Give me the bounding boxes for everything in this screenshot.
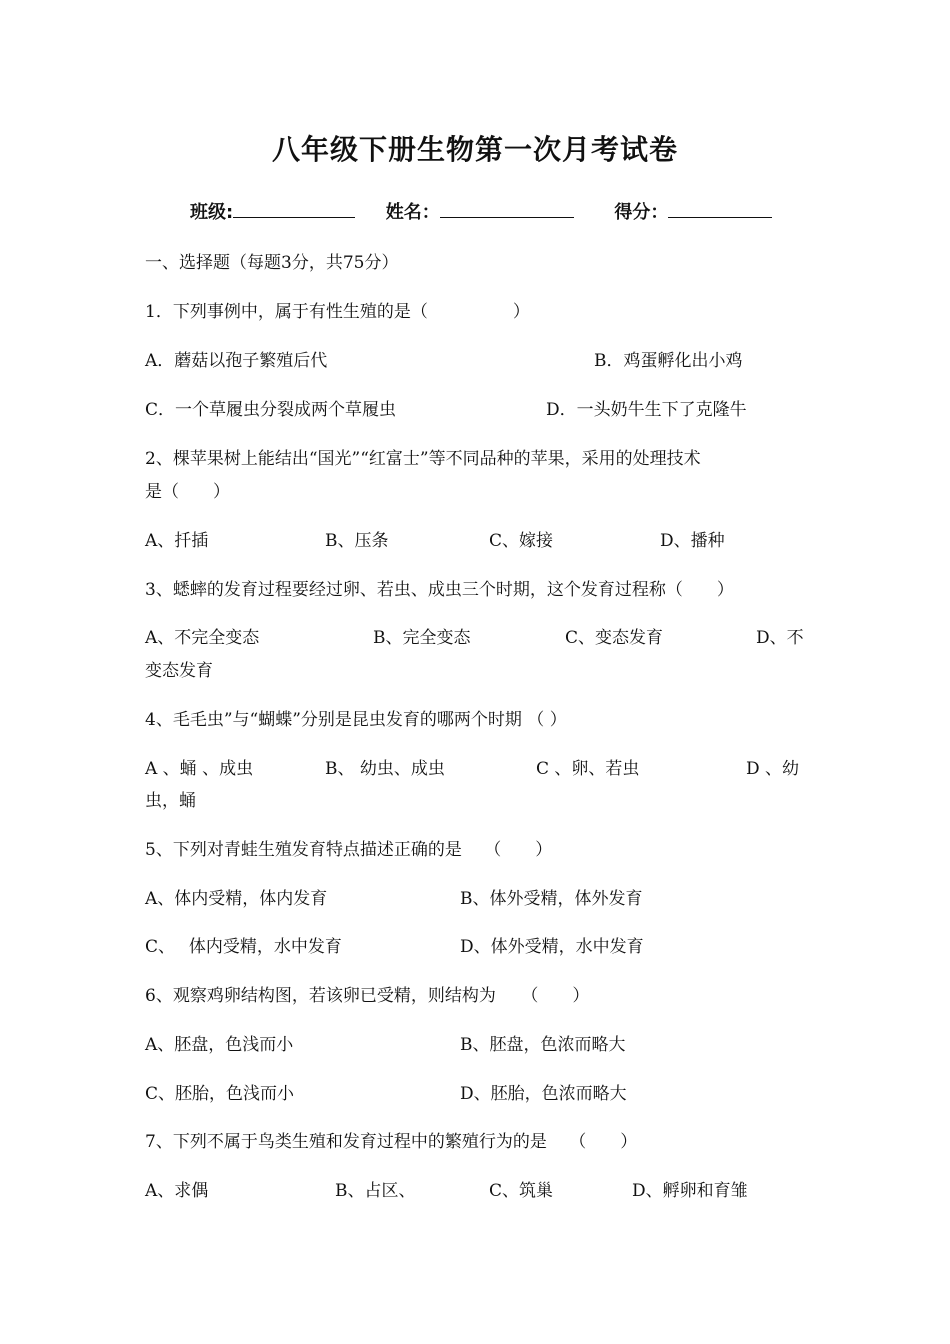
q2-option-d: D、播种	[660, 531, 725, 551]
q7-option-a: A、求偶	[145, 1181, 209, 1201]
q5-option-d: D、体外受精，水中发育	[460, 937, 644, 957]
q5-option-a: A、体内受精，体内发育	[145, 889, 328, 909]
question-6-stem: 6、观察鸡卵结构图，若该卵已受精，则结构为 （ ）	[145, 986, 590, 1006]
q1-option-c: C．一个草履虫分裂成两个草履虫	[145, 400, 397, 420]
q3-option-a: A、不完全变态	[145, 628, 260, 648]
question-2-stem: 2、棵苹果树上能结出“国光”“红富士”等不同品种的苹果，采用的处理技术	[145, 449, 701, 469]
q3-option-d-cont: 变态发育	[145, 661, 213, 681]
q3-option-b: B、完全变态	[373, 628, 471, 648]
q4-option-a: A 、蛹 、成虫	[145, 759, 254, 779]
q4-option-c: C 、卵、若虫	[536, 759, 640, 779]
q4-option-b: B、 幼虫、成虫	[325, 759, 445, 779]
q6-option-b: B、胚盘，色浓而略大	[460, 1035, 626, 1055]
q2-option-b: B、压条	[325, 531, 389, 551]
score-blank[interactable]	[668, 199, 772, 218]
name-label: 姓名：	[385, 202, 440, 223]
q7-option-b: B、占区、	[335, 1181, 416, 1201]
class-blank[interactable]	[233, 199, 355, 218]
q3-option-c: C、变态发育	[565, 628, 664, 648]
student-info-row	[190, 198, 772, 224]
question-5-stem: 5、下列对青蛙生殖发育特点描述正确的是 （ ）	[145, 840, 553, 860]
question-2-stem-cont: 是（ ）	[145, 482, 230, 502]
class-label: 班级:	[190, 202, 234, 223]
section-heading: 一、选择题（每题3分，共75分）	[145, 253, 399, 273]
q7-option-d: D、孵卵和育雏	[632, 1181, 748, 1201]
q6-option-c: C、胚胎，色浅而小	[145, 1084, 295, 1104]
question-4-stem: 4、毛毛虫”与“蝴蝶”分别是昆虫发育的哪两个时期 （ ）	[145, 710, 567, 730]
q1-option-b: B．鸡蛋孵化出小鸡	[594, 351, 743, 371]
q1-option-a: A．蘑菇以孢子繁殖后代	[145, 351, 328, 371]
q5-option-c: C、 体内受精，水中发育	[145, 937, 342, 957]
question-1-stem: 1．下列事例中，属于有性生殖的是（ ）	[145, 302, 530, 322]
q5-option-b: B、体外受精，体外发育	[460, 889, 643, 909]
q6-option-d: D、胚胎，色浓而略大	[460, 1084, 627, 1104]
page-title: 八年级下册生物第一次月考试卷	[271, 133, 678, 166]
q3-option-d: D、不	[756, 628, 804, 648]
name-blank[interactable]	[440, 199, 574, 218]
q6-option-a: A、胚盘，色浅而小	[145, 1035, 294, 1055]
q7-option-c: C、筑巢	[489, 1181, 554, 1201]
question-7-stem: 7、下列不属于鸟类生殖和发育过程中的繁殖行为的是 （ ）	[145, 1132, 638, 1152]
q1-option-d: D．一头奶牛生下了克隆牛	[546, 400, 747, 420]
score-label: 得分：	[614, 202, 669, 223]
q2-option-a: A、扦插	[145, 531, 209, 551]
q4-option-d-cont: 虫，蛹	[145, 791, 196, 811]
q4-option-d: D 、幼	[746, 759, 800, 779]
q2-option-c: C、嫁接	[489, 531, 554, 551]
question-3-stem: 3、蟋蟀的发育过程要经过卵、若虫、成虫三个时期，这个发育过程称（ ）	[145, 580, 734, 600]
